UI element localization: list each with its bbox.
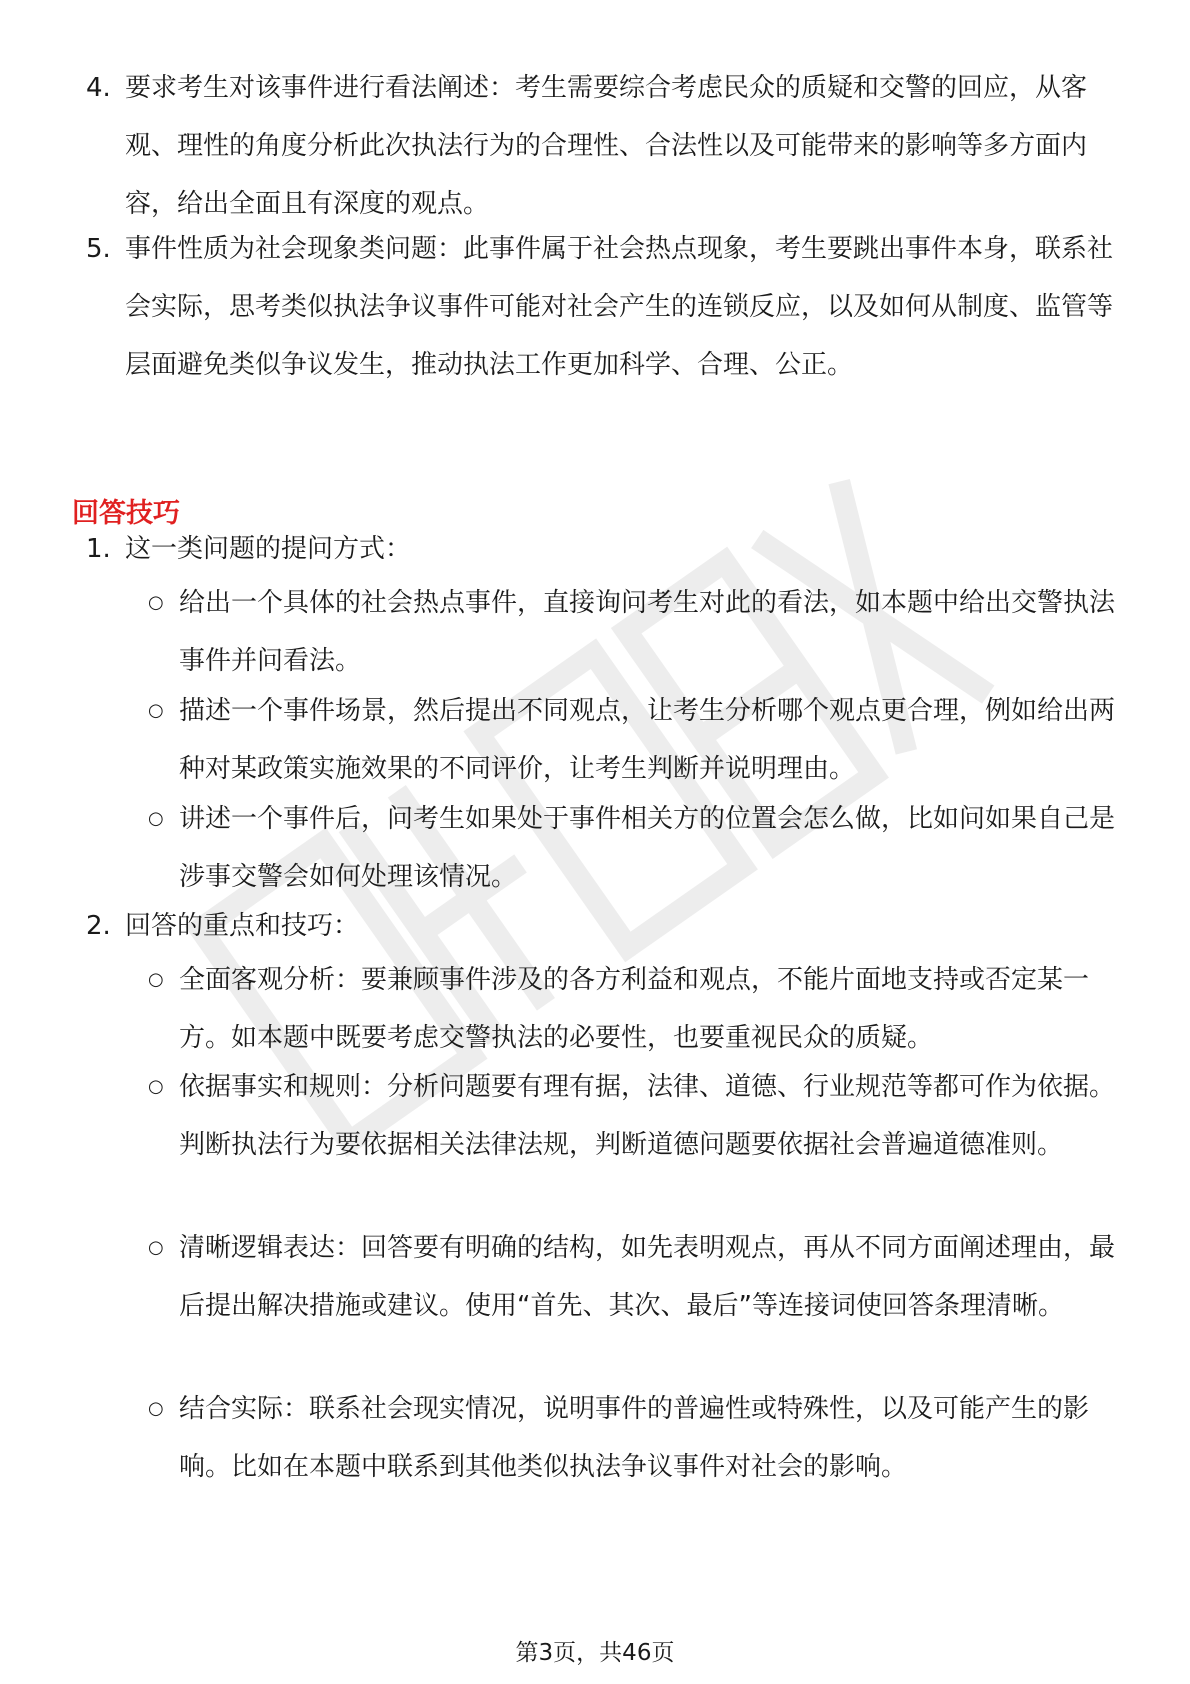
bullet-circle-icon: ○ (148, 700, 164, 721)
bullet-item (148, 1058, 1128, 1174)
bullet-text: 全面客观分析：要兼顾事件涉及的各方利益和观点，不能片面地支持或否定某一方。如本题中既要考虑交警执法的必要性，也要重视民众的质疑。 (179, 965, 1090, 1053)
bullet-circle-icon: ○ (148, 808, 164, 829)
bullet-item (148, 682, 1128, 798)
bullet-item (148, 1219, 1128, 1335)
bullet-circle-icon: ○ (148, 592, 164, 613)
bullet-item (148, 790, 1128, 906)
list-item-text: 要求考生对该事件进行看法阐述：考生需要综合考虑民众的质疑和交警的回应，从客观、理性的角度分析此次执法行为的合理性、合法性以及可能带来的影响等多方面内容，给出全面且有深度的观点。 (125, 73, 1088, 219)
bullet-text: 描述一个事件场景，然后提出不同观点，让考生分析哪个观点更合理，例如给出两种对某政策实施效果的不同评价，让考生判断并说明理由。 (179, 696, 1116, 784)
bullet-circle-icon: ○ (148, 969, 164, 990)
list-item-1 (86, 520, 1116, 578)
bullet-item (148, 574, 1128, 690)
page-number-footer: 第3页，共46页 (515, 1640, 675, 1666)
list-item-2 (86, 897, 1116, 955)
bullet-text: 结合实际：联系社会现实情况，说明事件的普遍性或特殊性，以及可能产生的影响。比如在本题中联系到其他类似执法争议事件对社会的影响。 (179, 1394, 1090, 1482)
bullet-text: 给出一个具体的社会热点事件，直接询问考生对此的看法，如本题中给出交警执法事件并问看法。 (179, 588, 1116, 676)
bullet-text: 依据事实和规则：分析问题要有理有据，法律、道德、行业规范等都可作为依据。判断执法行为要依据相关法律法规，判断道德问题要依据社会普遍道德准则。 (179, 1072, 1116, 1160)
list-number: 1. (86, 534, 111, 564)
list-item-text: 事件性质为社会现象类问题：此事件属于社会热点现象，考生要跳出事件本身，联系社会实际，思考类似执法争议事件可能对社会产生的连锁反应，以及如何从制度、监管等层面避免类似争议发生，推动执法工作更加科学、合理、公正。 (125, 234, 1114, 380)
bullet-circle-icon: ○ (148, 1076, 164, 1097)
bullet-circle-icon: ○ (148, 1398, 164, 1419)
bullet-text: 清晰逻辑表达：回答要有明确的结构，如先表明观点，再从不同方面阐述理由，最后提出解决措施或建议。使用“首先、其次、最后”等连接词使回答条理清晰。 (179, 1233, 1116, 1321)
bullet-item (148, 1380, 1128, 1496)
bullet-text: 讲述一个事件后，问考生如果处于事件相关方的位置会怎么做，比如问如果自己是涉事交警会如何处理该情况。 (179, 804, 1116, 892)
list-number: 2. (86, 911, 111, 941)
list-item-text: 这一类问题的提问方式： (125, 534, 412, 564)
list-number: 5. (86, 234, 111, 264)
list-item-text: 回答的重点和技巧： (125, 911, 360, 941)
list-item-4 (86, 59, 1116, 233)
bullet-item (148, 951, 1128, 1067)
list-item-5 (86, 220, 1116, 394)
bullet-circle-icon: ○ (148, 1237, 164, 1258)
list-number: 4. (86, 73, 111, 103)
section-heading: 回答技巧 (72, 498, 180, 529)
